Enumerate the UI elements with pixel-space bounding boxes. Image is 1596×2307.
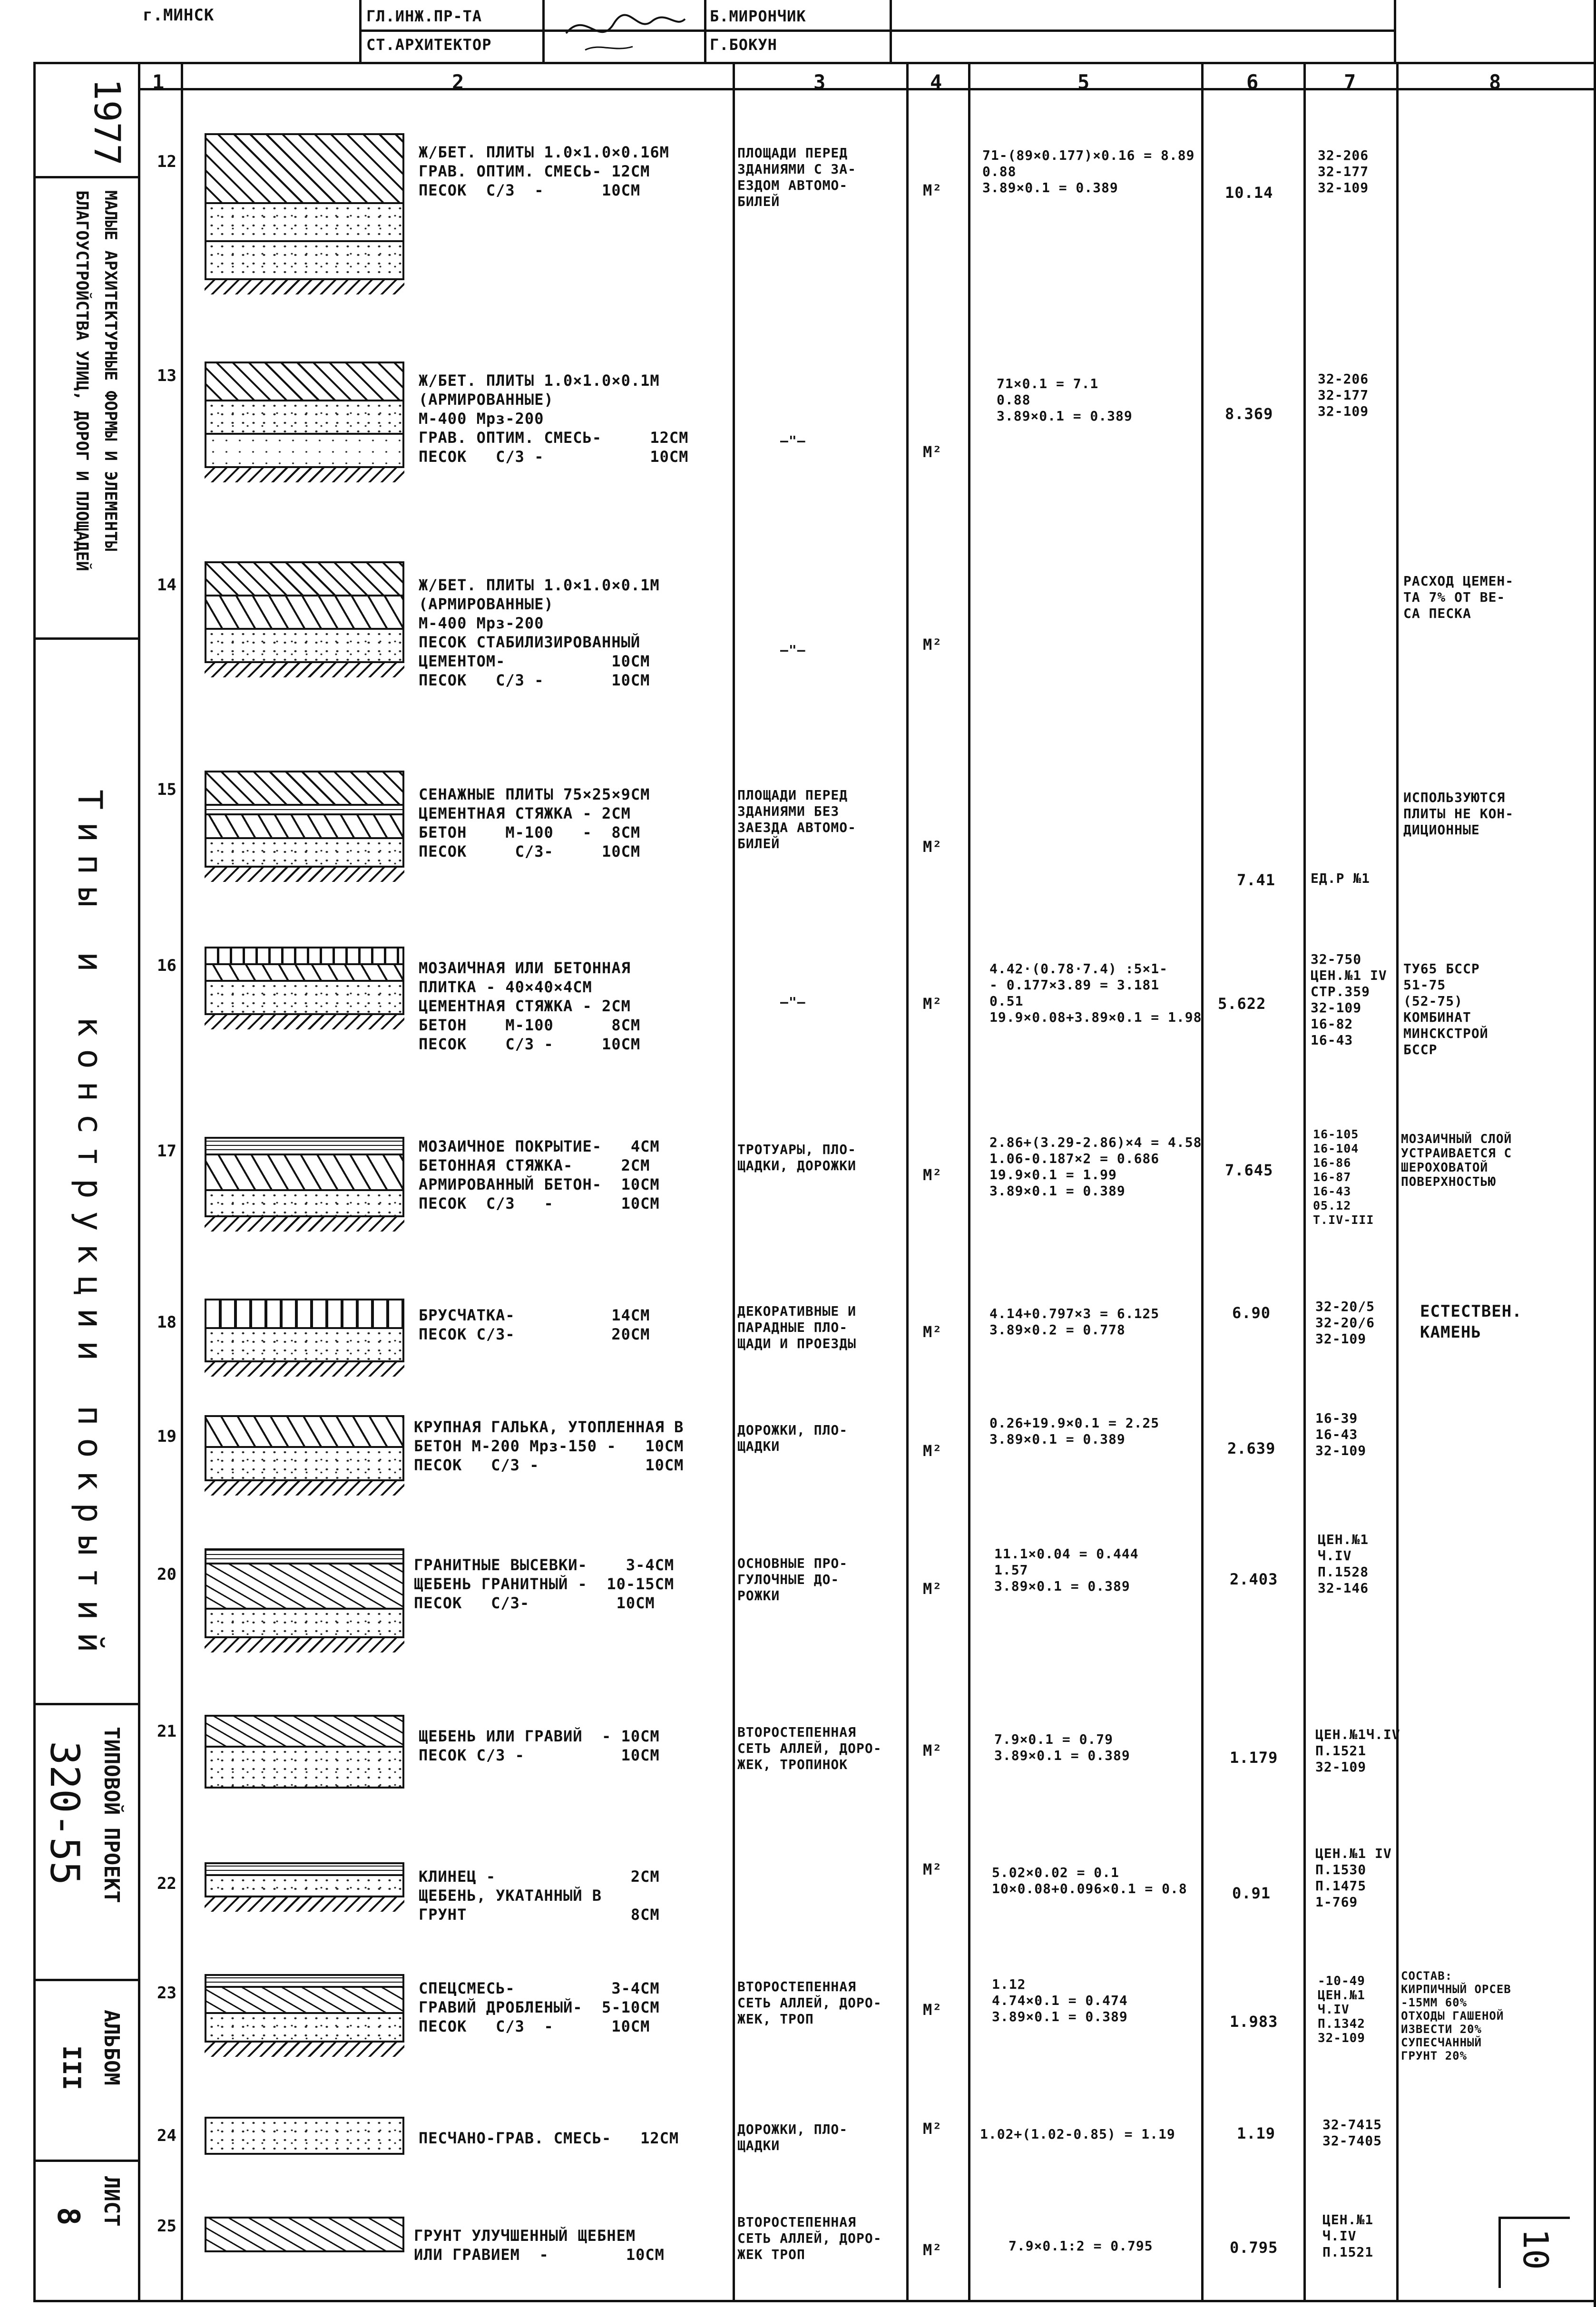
unit: М² [923,181,942,199]
stamp-role-2: СТ.АРХИТЕКТОР [366,36,492,54]
layer-description: ГРУНТ УЛУЧШЕННЫЙ ЩЕБНЕМ ИЛИ ГРАВИЕМ - 10СМ [414,2227,665,2264]
sheet-number: 8 [50,2207,86,2226]
unit: М² [923,2120,942,2138]
calculation: 71-(89×0.177)×0.16 = 8.89 0.88 3.89×0.1 = 0.389 [982,147,1195,196]
album-label: АЛЬБОМ [99,2010,124,2085]
col-header-6: 6 [1246,70,1259,94]
row-number: 21 [157,1722,176,1741]
reference: ЦЕН.№1 Ч.IV П.1521 [1322,2212,1374,2260]
reference: 32-750 ЦЕН.№1 IV СТР.359 32-109 16-82 16-43 [1311,951,1387,1048]
layer-description: Ж/БЕТ. ПЛИТЫ 1.0×1.0×0.1М (АРМИРОВАННЫЕ) М-400 Мрз-200 ГРАВ. ОПТИМ. СМЕСЬ- 12СМ ПЕСОК С/З - 10СМ [419,371,689,466]
layer-description: БРУСЧАТКА- 14СМ ПЕСОК С/З- 20СМ [419,1306,650,1343]
stamp-name-2: Г.БОКУН [710,36,777,54]
row-number: 17 [157,1142,176,1161]
layer-diagram [205,133,404,294]
unit: М² [923,1580,942,1598]
application-area: ПЛОЩАДИ ПЕРЕД ЗДАНИЯМИ С ЗА- ЕЗДОМ АВТОМО- БИЛЕЙ [737,145,857,209]
quantity: 7.645 [1225,1161,1273,1179]
project-number: 320-55 [41,1741,88,1886]
application-area: ДЕКОРАТИВНЫЕ И ПАРАДНЫЕ ПЛО- ЩАДИ И ПРОЕЗДЫ [737,1303,857,1351]
row-number: 19 [157,1427,176,1446]
application-area: ДОРОЖКИ, ПЛО- ЩАДКИ [737,1422,848,1454]
reference: ЦЕН.№1Ч.IV П.1521 32-109 [1315,1727,1400,1775]
layer-description: КРУПНАЯ ГАЛЬКА, УТОПЛЕННАЯ В БЕТОН М-200 Мрз-150 - 10СМ ПЕСОК С/З - 10СМ [414,1418,684,1474]
application-area: ВТОРОСТЕПЕННАЯ СЕТЬ АЛЛЕЙ, ДОРО- ЖЕК, ТРОПИНОК [737,1724,882,1772]
layer-diagram [205,362,404,482]
reference: ЦЕН.№1 IV П.1530 П.1475 1-769 [1315,1846,1392,1910]
row-number: 14 [157,576,176,595]
layer-diagram [205,947,404,1029]
layer-diagram [205,1974,404,2057]
application-area: ДОРОЖКИ, ПЛО- ЩАДКИ [737,2121,848,2153]
unit: М² [923,2001,942,2019]
unit: М² [923,1323,942,1341]
reference: ЕД.Р №1 [1311,870,1371,886]
layer-description: Ж/БЕТ. ПЛИТЫ 1.0×1.0×0.16М ГРАВ. ОПТИМ. СМЕСЬ- 12СМ ПЕСОК С/З - 10СМ [419,143,669,199]
quantity: 8.369 [1225,405,1273,423]
col-header-4: 4 [930,70,942,94]
stamp-city: г.МИНСК [143,6,215,25]
unit: М² [923,2241,942,2259]
col-header-7: 7 [1344,70,1356,94]
row-number: 25 [157,2217,176,2236]
col-header-5: 5 [1077,70,1090,94]
unit: М² [923,635,942,654]
row-number: 20 [157,1565,176,1584]
calculation: 1.02+(1.02-0.85) = 1.19 [980,2126,1175,2142]
note: СОСТАВ: КИРПИЧНЫЙ ОРСЕВ -15ММ 60% ОТХОДЫ ГАШЕНОЙ ИЗВЕСТИ 20% СУПЕСЧАННЫЙ ГРУНТ 20% [1401,1969,1511,2063]
col-header-8: 8 [1489,70,1501,94]
application-area: ОСНОВНЫЕ ПРО- ГУЛОЧНЫЕ ДО- РОЖКИ [737,1555,848,1603]
application-area: ВТОРОСТЕПЕННАЯ СЕТЬ АЛЛЕЙ, ДОРО- ЖЕК, ТРОП [737,1979,882,2027]
calculation: 4.14+0.797×3 = 6.125 3.89×0.2 = 0.778 [989,1306,1160,1338]
signature [557,5,690,57]
layer-diagram [205,1299,404,1377]
layer-diagram [205,2217,404,2252]
layer-diagram [205,1415,404,1496]
unit: М² [923,1166,942,1184]
unit: М² [923,838,942,856]
col-header-2: 2 [452,70,464,94]
unit: М² [923,1741,942,1760]
reference: -10-49 ЦЕН.№1 Ч.IV П.1342 32-109 [1318,1974,1365,2045]
calculation: 4.42·(0.78·7.4) :5×1- - 0.177×3.89 = 3.181 0.51 19.9×0.08+3.89×0.1 = 1.98 [989,961,1202,1025]
layer-diagram [205,1548,404,1652]
reference: 16-39 16-43 32-109 [1315,1410,1367,1458]
year: 1977 [86,78,128,166]
reference: 32-206 32-177 32-109 [1318,147,1369,196]
layer-description: СЕНАЖНЫЕ ПЛИТЫ 75×25×9СМ ЦЕМЕНТНАЯ СТЯЖКА - 2СМ БЕТОН М-100 - 8СМ ПЕСОК С/З- 10СМ [419,785,650,860]
col-header-1: 1 [152,70,165,94]
layer-description: МОЗАИЧНАЯ ИЛИ БЕТОННАЯ ПЛИТКА - 40×40×4СМ ЦЕМЕНТНАЯ СТЯЖКА - 2СМ БЕТОН М-100 8СМ ПЕСОК С/З - 10СМ [419,959,641,1053]
project-label: ТИПОВОЙ ПРОЕКТ [99,1727,124,1903]
application-area: ПЛОЩАДИ ПЕРЕД ЗДАНИЯМИ БЕЗ ЗАЕЗДА АВТОМО- БИЛЕЙ [737,787,857,851]
layer-description: СПЕЦСМЕСЬ- 3-4СМ ГРАВИЙ ДРОБЛЕНЫЙ- 5-10СМ ПЕСОК С/З - 10СМ [419,1979,660,2035]
layer-diagram [205,1862,404,1912]
application-area: —"— [780,433,806,449]
quantity: 7.41 [1237,871,1276,889]
note: РАСХОД ЦЕМЕН- ТА 7% ОТ ВЕ- СА ПЕСКА [1403,573,1514,621]
calculation: 1.12 4.74×0.1 = 0.474 3.89×0.1 = 0.389 [992,1976,1128,2024]
row-number: 18 [157,1313,176,1332]
layer-description: ГРАНИТНЫЕ ВЫСЕВКИ- 3-4СМ ЩЕБЕНЬ ГРАНИТНЫЙ - 10-15СМ ПЕСОК С/З- 10СМ [414,1556,675,1612]
note: МОЗАИЧНЫЙ СЛОЙ УСТРАИВАЕТСЯ С ШЕРОХОВАТОЙ ПОВЕРХНОСТЬЮ [1401,1132,1512,1189]
application-area: ВТОРОСТЕПЕННАЯ СЕТЬ АЛЛЕЙ, ДОРО- ЖЕК ТРОП [737,2214,882,2262]
layer-diagram [205,1715,404,1789]
sheet-title: Типы и конструкции покрытий [70,790,109,1665]
layer-description: КЛИНЕЦ - 2СМ ЩЕБЕНЬ, УКАТАННЫЙ В ГРУНТ 8СМ [419,1867,660,1924]
application-area: ТРОТУАРЫ, ПЛО- ЩАДКИ, ДОРОЖКИ [737,1142,857,1173]
quantity: 6.90 [1232,1304,1271,1322]
unit: М² [923,443,942,461]
layer-description: ЩЕБЕНЬ ИЛИ ГРАВИЙ - 10СМ ПЕСОК С/З - 10СМ [419,1727,660,1764]
calculation: 71×0.1 = 7.1 0.88 3.89×0.1 = 0.389 [997,376,1133,424]
application-area: —"— [780,642,806,658]
layer-diagram [205,1137,404,1232]
album-number: III [57,2045,86,2090]
application-area: —"— [780,994,806,1010]
col-header-3: 3 [813,70,826,94]
stamp-role-1: ГЛ.ИНЖ.ПР-ТА [366,7,482,25]
sheet-label: ЛИСТ [99,2176,124,2227]
layer-diagram [205,2117,404,2155]
page-number: 10 [1516,2229,1556,2270]
quantity: 10.14 [1225,184,1273,202]
calculation: 5.02×0.02 = 0.1 10×0.08+0.096×0.1 = 0.8 [992,1865,1187,1896]
row-number: 12 [157,152,176,171]
quantity: 2.639 [1227,1439,1276,1457]
reference: 32-7415 32-7405 [1322,2117,1382,2149]
layer-diagram [205,771,404,882]
quantity: 1.983 [1230,2013,1278,2031]
unit: М² [923,1442,942,1460]
note: ЕСТЕСТВЕН. КАМЕНЬ [1420,1302,1522,1342]
quantity: 0.795 [1230,2239,1278,2257]
quantity: 2.403 [1230,1570,1278,1588]
row-number: 16 [157,956,176,975]
calculation: 0.26+19.9×0.1 = 2.25 3.89×0.1 = 0.389 [989,1415,1160,1447]
section-title: МАЛЫЕ АРХИТЕКТУРНЫЕ ФОРМЫ И ЭЛЕМЕНТЫ БЛАГОУСТРОЙСТВА УЛИЦ, ДОРОГ И ПЛОЩАДЕЙ [72,190,120,571]
row-number: 13 [157,366,176,385]
layer-description: МОЗАИЧНОЕ ПОКРЫТИЕ- 4СМ БЕТОННАЯ СТЯЖКА- 2СМ АРМИРОВАННЫЙ БЕТОН- 10СМ ПЕСОК С/З - 10СМ [419,1137,660,1212]
calculation: 7.9×0.1 = 0.79 3.89×0.1 = 0.389 [994,1731,1130,1763]
layer-diagram [205,561,404,677]
quantity: 1.179 [1230,1749,1278,1767]
layer-description: Ж/БЕТ. ПЛИТЫ 1.0×1.0×0.1М (АРМИРОВАННЫЕ) М-400 Мрз-200 ПЕСОК СТАБИЛИЗИРОВАННЫЙ ЦЕМЕНТОМ- 10СМ ПЕСОК С/З - 10СМ [419,576,660,689]
row-number: 15 [157,780,176,799]
quantity: 0.91 [1232,1884,1271,1902]
row-number: 22 [157,1874,176,1893]
note: ТУ65 БССР 51-75 (52-75) КОМБИНАТ МИНСКСТРОЙ БССР [1403,961,1488,1057]
layer-description: ПЕСЧАНО-ГРАВ. СМЕСЬ- 12СМ [419,2129,679,2147]
calculation: 2.86+(3.29-2.86)×4 = 4.58 1.06-0.187×2 = 0.686 19.9×0.1 = 1.99 3.89×0.1 = 0.389 [989,1134,1202,1199]
quantity: 1.19 [1237,2124,1276,2142]
reference: 16-105 16-104 16-86 16-87 16-43 05.12 Т.IV-III [1313,1127,1374,1227]
row-number: 24 [157,2126,176,2145]
unit: М² [923,1860,942,1878]
unit: М² [923,995,942,1013]
reference: 32-20/5 32-20/6 32-109 [1315,1299,1375,1347]
reference: 32-206 32-177 32-109 [1318,371,1369,419]
reference: ЦЕН.№1 Ч.IV П.1528 32-146 [1318,1532,1369,1596]
quantity: 5.622 [1218,995,1266,1013]
calculation: 11.1×0.04 = 0.444 1.57 3.89×0.1 = 0.389 [994,1546,1139,1594]
note: ИСПОЛЬЗУЮТСЯ ПЛИТЫ НЕ КОН- ДИЦИОННЫЕ [1403,790,1514,838]
row-number: 23 [157,1984,176,2003]
calculation: 7.9×0.1:2 = 0.795 [1009,2238,1153,2254]
stamp-name-1: Б.МИРОНЧИК [710,7,806,25]
